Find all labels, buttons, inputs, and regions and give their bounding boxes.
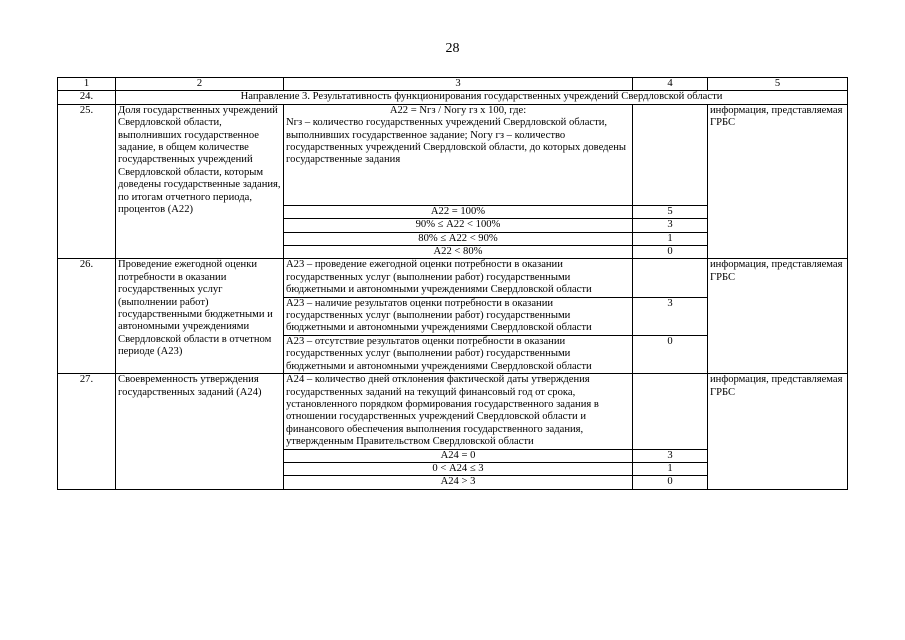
score-cell [633,374,708,449]
header-col-1: 1 [58,78,116,91]
direction-row [58,91,848,104]
score-value: 5 [633,205,708,218]
page-number: 28 [445,41,460,56]
score-value: 1 [633,462,708,475]
row-number: 24. [58,91,116,104]
header-row [58,78,848,91]
score-condition: 80% ≤ А22 < 90% [284,232,633,245]
score-condition: А22 = 100% [284,205,633,218]
data-source: информация, представляемая ГРБС [708,259,848,374]
header-col-2: 2 [116,78,284,91]
score-value [633,259,708,297]
score-condition: 0 < А24 ≤ 3 [284,462,633,475]
direction-title: Направление 3. Результативность функционирования государственных учреждений Свердловской области [116,91,848,104]
table-row [58,374,848,449]
header-col-5: 5 [708,78,848,91]
score-value: 3 [633,449,708,462]
row-number: 27. [58,374,116,490]
indicator-name: Доля государственных учреждений Свердловской области, выполнивших государственное задание, в общем количестве государственных учреждений Свердловской области, которым доведены государственные задания, по итогам отчетного периода, процентов (А22) [116,104,284,259]
score-value: 1 [633,232,708,245]
score-condition: А24 = 0 [284,449,633,462]
header-col-4: 4 [633,78,708,91]
score-condition: А24 > 3 [284,476,633,489]
score-cell [633,104,708,205]
row-number: 26. [58,259,116,374]
table-row [58,259,848,297]
score-value: 3 [633,219,708,232]
score-value: 0 [633,335,708,373]
formula-description: Nгз – количество государственных учреждений Свердловской области, выполнивших государственное задание; Nогу гз – количество государственных учреждений Свердловской области, до которых доведены государственные задания [286,117,627,166]
table-row [58,104,848,205]
formula: А22 = Nгз / Nогу гз х 100, где: [389,104,527,116]
score-value: 3 [633,297,708,335]
indicator-name: Проведение ежегодной оценки потребности в оказании государственных услуг (выполнении работ) государственными бюджетными и автономными учреждениями Свердловской области в отчетном периоде (А23) [116,259,284,374]
score-condition: А23 – проведение ежегодной оценки потребности в оказании государственных услуг (выполнении работ) государственными бюджетными и автономными учреждениями Свердловской области [284,259,633,297]
score-condition: 90% ≤ А22 < 100% [284,219,633,232]
indicators-table [57,77,848,490]
indicator-name: Своевременность утверждения государственных заданий (А24) [116,374,284,490]
score-condition: А23 – наличие результатов оценки потребности в оказании государственных услуг (выполнении работ) государственными бюджетными и автономными учреждениями Свердловской области [284,297,633,335]
score-condition: А23 – отсутствие результатов оценки потребности в оказании государственных услуг (выполнении работ) государственными бюджетными и автономными учреждениями Свердловской области [284,335,633,373]
score-value: 0 [633,246,708,259]
header-col-3: 3 [284,78,633,91]
formula-cell [284,104,633,205]
row-number: 25. [58,104,116,259]
score-value: 0 [633,476,708,489]
score-condition: А22 < 80% [284,246,633,259]
data-source: информация, представляемая ГРБС [708,104,848,259]
formula-description: А24 – количество дней отклонения фактической даты утверждения государственных заданий на текущий финансовый год от срока, установленного порядком формирования государственного задания в отношении государственных учреждений Свердловской области и финансового обеспечения выполнения государственного задания, утвержденным Правительством Свердловской области [284,374,633,449]
data-source: информация, представляемая ГРБС [708,374,848,490]
